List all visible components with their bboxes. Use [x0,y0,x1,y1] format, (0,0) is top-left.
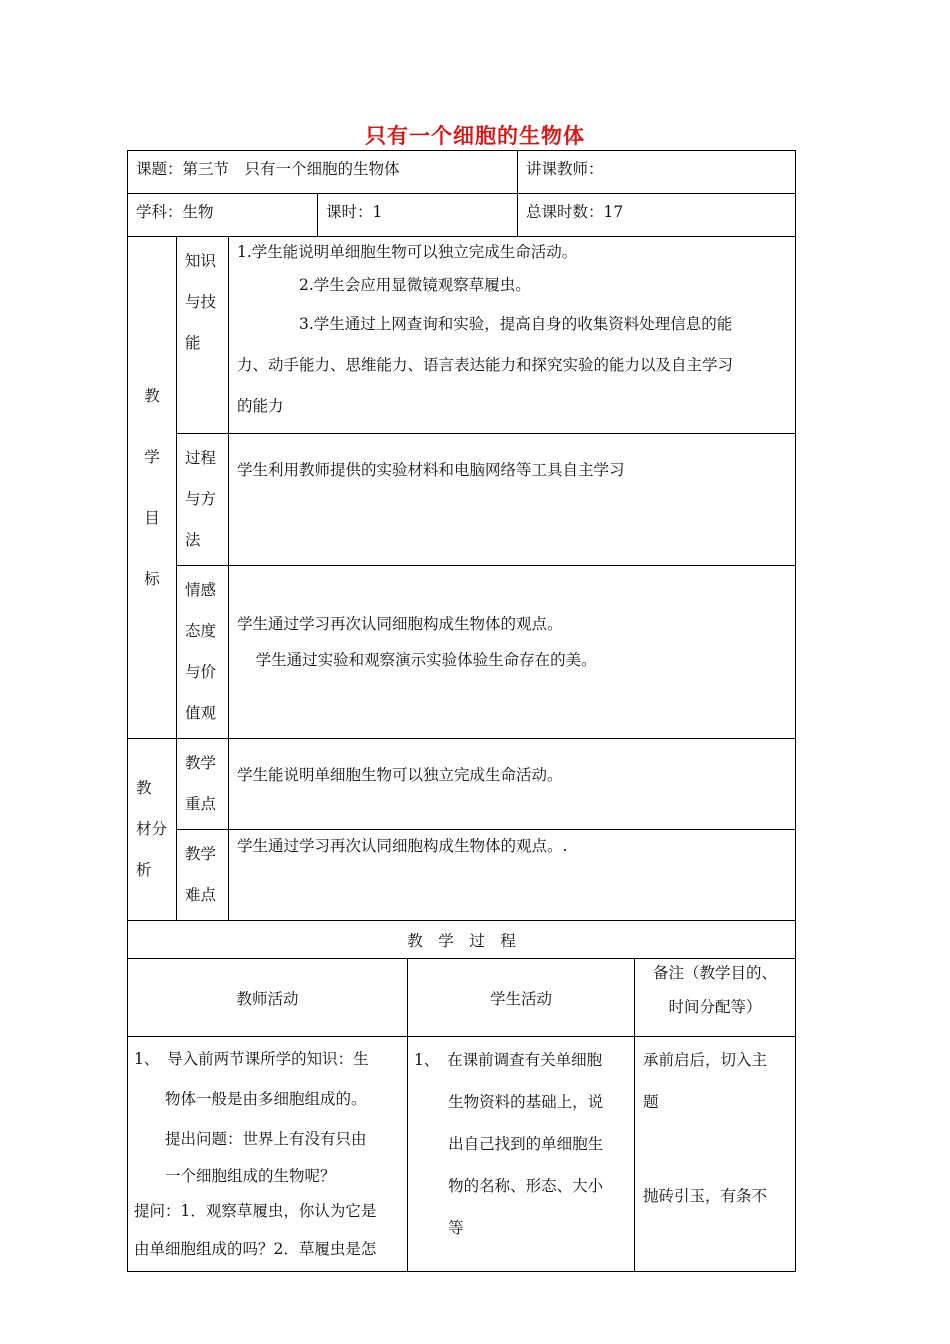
notes-header [635,959,796,1037]
analysis-label-line: 材分 [136,820,168,838]
teacher-line: 物体一般是由多细胞组成的。 [165,1090,367,1108]
lesson-plan-table [127,150,796,1272]
knowledge-label-line: 知识 [185,252,217,270]
emotion-line: 学生通过实验和观察演示实验体验生命存在的美。 [255,651,597,669]
teacher-line: 1、 导入前两节课所学的知识：生 [134,1050,369,1068]
analysis-label-line: 析 [136,861,152,879]
notes-line [643,1165,787,1175]
process-label-line: 法 [185,531,201,549]
difficulty-label-line: 教学 [185,845,217,863]
knowledge-line: 2.学生会应用显微镜观察草履虫。 [299,276,531,294]
notes-header-line: 时间分配等） [668,998,762,1016]
emotion-label [177,566,229,739]
analysis-label-line: 教 [136,779,152,797]
difficulty-label [177,830,229,921]
periods-cell: 课时：1 [318,194,518,237]
process-label [177,434,229,566]
emotion-label-line: 与价 [185,663,217,681]
teacher-activity-cell [128,1037,408,1272]
subject-cell: 学科：生物 [128,194,318,237]
objectives-label-char: 学 [144,447,160,466]
student-activity-cell [408,1037,635,1272]
key-point-label-line: 重点 [185,795,217,813]
notes-line: 抛砖引玉，有条不 [643,1187,768,1205]
emotion-label-line: 态度 [185,622,217,640]
teacher-line: 提问：1．观察草履虫，你认为它是 [134,1202,377,1220]
student-line: 生物资料的基础上，说 [448,1093,604,1111]
key-point-label [177,739,229,830]
process-label-line: 过程 [185,449,217,467]
emotion-label-line: 情感 [185,581,217,599]
knowledge-label-line: 与技 [185,293,217,311]
teacher-line: 一个细胞组成的生物呢？ [165,1167,336,1185]
objectives-label-char: 标 [144,569,160,588]
teacher-activity-header: 教师活动 [128,959,408,1037]
emotion-label-line: 值观 [185,704,217,722]
knowledge-line: 1.学生能说明单细胞生物可以独立完成生命活动。 [237,243,578,261]
key-point-label-line: 教学 [185,754,217,772]
process-label-line: 与方 [185,490,217,508]
notes-header-line: 备注（教学目的、 [653,964,778,982]
knowledge-line: 力、动手能力、思维能力、语言表达能力和探究实验的能力以及自主学习 [237,356,734,374]
objectives-label-char: 目 [144,508,160,527]
teacher-line: 提出问题：世界上有没有只由 [165,1130,367,1148]
emotion-content [229,566,796,739]
objectives-label [128,237,177,739]
student-line: 出自己找到的单细胞生 [448,1135,604,1153]
student-line: 1、 在课前调查有关单细胞 [414,1051,603,1069]
student-line: 物的名称、形态、大小 [448,1177,604,1195]
knowledge-label [177,237,229,434]
analysis-label [128,739,177,921]
process-title: 教 学 过 程 [128,921,796,959]
difficulty-label-line: 难点 [185,886,217,904]
knowledge-content [229,237,796,434]
knowledge-line: 的能力 [237,397,284,415]
notes-line [643,1123,787,1165]
student-activity-header: 学生活动 [408,959,635,1037]
teacher-line: 由单细胞组成的吗？2．草履虫是怎 [134,1240,377,1258]
student-line: 等 [448,1219,464,1237]
emotion-line: 学生通过学习再次认同细胞构成生物体的观点。 [237,615,563,633]
key-point-content: 学生能说明单细胞生物可以独立完成生命活动。 [229,739,796,830]
process-content: 学生利用教师提供的实验材料和电脑网络等工具自主学习 [229,434,796,566]
document-title: 只有一个细胞的生物体 [365,124,585,148]
total-periods-cell: 总课时数：17 [518,194,796,237]
knowledge-line: 3.学生通过上网查询和实验，提高自身的收集资料处理信息的能 [299,315,733,333]
notes-cell [635,1037,796,1272]
topic-cell: 课题：第三节 只有一个细胞的生物体 [128,151,518,194]
notes-line: 承前启后，切入主 [643,1051,768,1069]
knowledge-label-line: 能 [185,334,201,352]
notes-line: 题 [643,1093,659,1111]
difficulty-content: 学生通过学习再次认同细胞构成生物体的观点。. [229,830,796,921]
teacher-cell: 讲课教师： [518,151,796,194]
objectives-label-char: 教 [144,386,160,405]
